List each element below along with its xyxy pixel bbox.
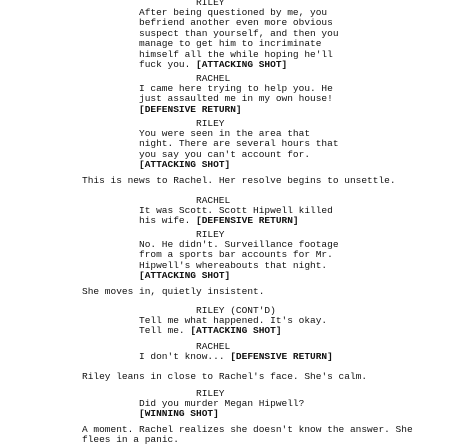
dialogue-line bbox=[139, 160, 230, 170]
dialogue-line bbox=[139, 409, 219, 419]
dialogue-line: you say you can't account for. bbox=[139, 148, 311, 160]
dialogue-line: his wife. [DEFENSIVE RETURN] bbox=[139, 215, 299, 227]
dialogue-line: befriend another even more obvious bbox=[139, 17, 333, 29]
character-cue: RACHEL bbox=[196, 195, 231, 206]
dialogue-line: suspect than yourself, and then you bbox=[139, 27, 339, 39]
dialogue-line: manage to get him to incriminate bbox=[139, 38, 322, 50]
dialogue-line: himself all the while hoping he'll bbox=[139, 48, 333, 60]
dialogue-line: fuck you. [ATTACKING SHOT] bbox=[139, 59, 288, 70]
shot-tag: [DEFENSIVE RETURN] bbox=[230, 351, 333, 362]
character-cue: RILEY bbox=[196, 118, 225, 129]
shot-tag: [ATTACKING SHOT] bbox=[196, 59, 288, 70]
dialogue-line: You were seen in the area that bbox=[139, 128, 311, 139]
character-cue: RILEY bbox=[196, 0, 225, 8]
dialogue-line: Tell me. [ATTACKING SHOT] bbox=[139, 325, 282, 337]
character-cue: RILEY bbox=[196, 388, 225, 399]
dialogue-line: Hipwell's whereabouts that night. bbox=[139, 259, 328, 271]
dialogue-line: I don't know... [DEFENSIVE RETURN] bbox=[139, 351, 333, 362]
dialogue-line: Tell me what happened. It's okay. bbox=[139, 315, 328, 326]
action-line: Riley leans in close to Rachel's face. She's calm. bbox=[82, 371, 368, 382]
action-line: flees in a panic. bbox=[82, 434, 179, 446]
action-line: This is news to Rachel. Her resolve begins to unsettle. bbox=[82, 175, 396, 186]
character-cue: RILEY bbox=[196, 229, 225, 240]
shot-tag: [ATTACKING SHOT] bbox=[139, 159, 231, 171]
dialogue-line: I came here trying to help you. He bbox=[139, 83, 333, 94]
shot-tag: [DEFENSIVE RETURN] bbox=[196, 215, 299, 227]
dialogue-line bbox=[139, 271, 230, 281]
dialogue-line: just assaulted me in my own house! bbox=[139, 93, 333, 105]
action-line: A moment. Rachel realizes she doesn't know the answer. She bbox=[82, 424, 413, 435]
action-line: She moves in, quietly insistent. bbox=[82, 286, 265, 297]
shot-tag: [DEFENSIVE RETURN] bbox=[139, 103, 242, 115]
shot-tag: [WINNING SHOT] bbox=[139, 408, 219, 420]
dialogue-line: from a sports bar accounts for Mr. bbox=[139, 249, 333, 261]
character-cue: RACHEL bbox=[196, 341, 231, 352]
shot-tag: [ATTACKING SHOT] bbox=[190, 325, 282, 337]
shot-tag: [ATTACKING SHOT] bbox=[139, 270, 231, 282]
dialogue-line bbox=[139, 105, 242, 115]
dialogue-line: No. He didn't. Surveillance footage bbox=[139, 239, 339, 250]
character-cue: RILEY (CONT'D) bbox=[196, 305, 276, 316]
character-cue: RACHEL bbox=[196, 73, 231, 84]
dialogue-line: After being questioned by me, you bbox=[139, 7, 328, 18]
dialogue-line: night. There are several hours that bbox=[139, 138, 339, 150]
dialogue-line: It was Scott. Scott Hipwell killed bbox=[139, 205, 333, 216]
dialogue-line: Did you murder Megan Hipwell? bbox=[139, 398, 305, 409]
